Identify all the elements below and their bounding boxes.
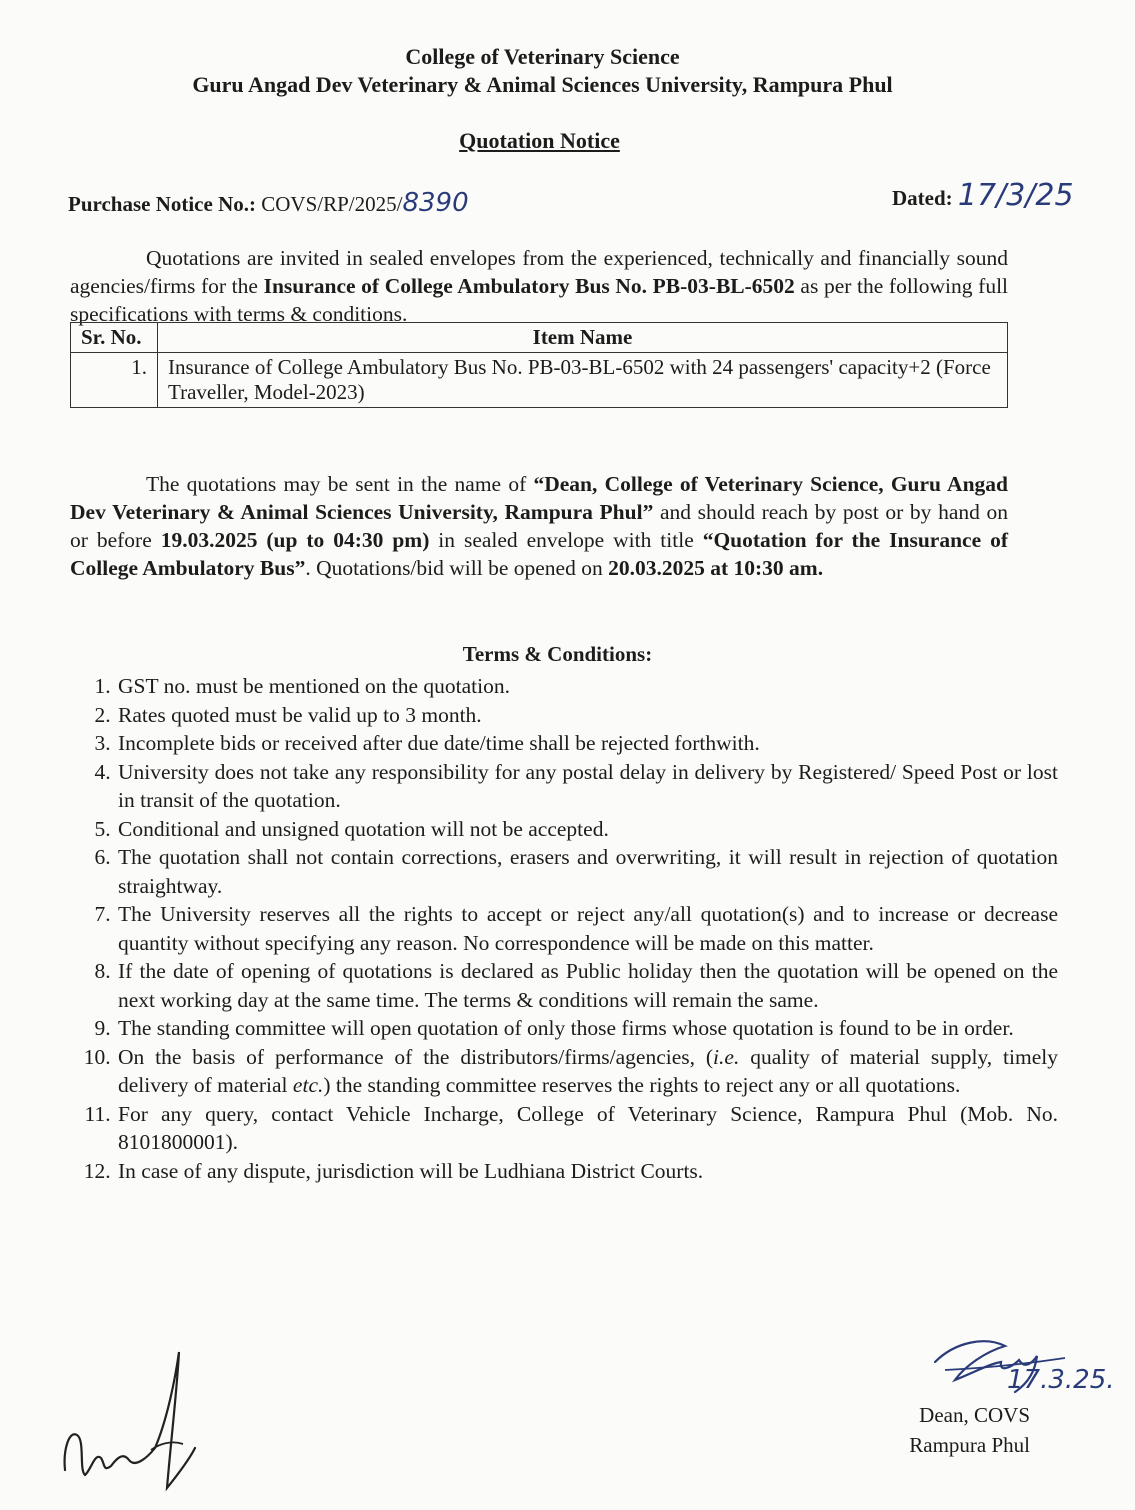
item-table — [70, 322, 1008, 408]
list-item: 12. In case of any dispute, jurisdiction will be Ludhiana District Courts. — [116, 1157, 1058, 1186]
left-signature — [55, 1340, 205, 1500]
submission-addressee: “Dean, College of Veterinary Science, Guru Angad Dev Veterinary & Animal Sciences University, Rampura Phul” — [70, 472, 1009, 524]
submission-text: The quotations may be sent in the name of — [146, 472, 534, 496]
term-10-text: On the basis of performance of the distributors/firms/agencies, ( — [118, 1044, 714, 1069]
intro-text: Quotations are invited in sealed envelopes from the experienced, technically and financially sound agencies/firms for the — [70, 246, 1008, 298]
list-item: 1. GST no. must be mentioned on the quotation. — [116, 672, 1058, 701]
submission-opening-date: 20.03.2025 at 10:30 am. — [608, 556, 824, 580]
university-name: Guru Angad Dev Veterinary & Animal Sciences University, Rampura Phul — [192, 72, 893, 97]
signatory-block — [885, 1400, 1030, 1460]
dated-label: Dated: — [892, 186, 953, 210]
submission-text: . Quotations/bid will be opened on — [305, 556, 609, 580]
terms-title: Terms & Conditions: — [462, 642, 653, 666]
term-10-italic: etc. — [292, 1073, 324, 1097]
purchase-notice-handwritten-number: 8390 — [402, 188, 469, 218]
list-item: 7. The University reserves all the rights to accept or reject any/all quotation(s) and to increase or decrease quantity without specifying any reason. No correspondence will be made on this matter. — [116, 900, 1058, 957]
purchase-notice-number — [68, 188, 469, 218]
right-signature — [915, 1322, 1125, 1402]
list-item: 5. Conditional and unsigned quotation will not be accepted. — [116, 815, 1058, 844]
intro-bold: Insurance of College Ambulatory Bus No. PB-03-BL-6502 — [263, 274, 795, 298]
term-10-text: ) the standing committee reserves the rights to reject any or all quotations. — [323, 1073, 961, 1097]
list-item: 3. Incomplete bids or received after due date/time shall be rejected forthwith. — [116, 729, 1058, 758]
table-header-sr: Sr. No. — [71, 323, 158, 353]
term-10-text: quality of material supply, timely delivery of material — [118, 1044, 1058, 1097]
list-item: 8. If the date of opening of quotations is declared as Public holiday then the quotation will be opened on the next working day at the same time. The terms & conditions will remain the same. — [116, 957, 1058, 1014]
dated — [892, 178, 1074, 213]
table-cell-item: Insurance of College Ambulatory Bus No. PB-03-BL-6502 with 24 passengers' capacity+2 (Force Traveller, Model-2023) — [158, 353, 1008, 408]
list-item: 6. The quotation shall not contain corrections, erasers and overwriting, it will result in rejection of quotation straightway. — [116, 843, 1058, 900]
signature-date: 17.3.25. — [1007, 1365, 1115, 1395]
submission-paragraph — [70, 470, 1008, 582]
list-item: 2. Rates quoted must be valid up to 3 month. — [116, 701, 1058, 730]
submission-text: and should reach by post or by hand on or before — [70, 500, 1008, 552]
list-item: 9. The standing committee will open quotation of only those firms whose quotation is found to be in order. — [116, 1014, 1058, 1043]
intro-paragraph — [70, 244, 1008, 328]
purchase-notice-prefix: COVS/RP/2025/ — [261, 192, 403, 216]
submission-envelope-title: “Quotation for the Insurance of College Ambulatory Bus” — [70, 528, 1008, 580]
table-row — [71, 353, 1008, 408]
page-title: Quotation Notice — [459, 128, 620, 153]
term-10-italic: i.e. — [713, 1044, 740, 1069]
list-item — [116, 1043, 1058, 1100]
college-name: College of Veterinary Science — [405, 44, 680, 69]
submission-deadline: 19.03.2025 (up to 04:30 pm) — [160, 528, 430, 552]
dated-handwritten: 17/3/25 — [957, 178, 1074, 213]
submission-text: in sealed envelope with title — [429, 528, 703, 552]
terms-list — [76, 672, 1058, 1185]
intro-text-end: as per the following full specifications with terms & conditions. — [70, 274, 1009, 326]
table-cell-sr: 1. — [71, 353, 158, 408]
table-header-row — [71, 323, 1008, 353]
purchase-notice-label: Purchase Notice No.: — [68, 192, 256, 216]
table-header-item: Item Name — [158, 323, 1008, 353]
signatory-location: Rampura Phul — [909, 1433, 1030, 1457]
list-item: 11. For any query, contact Vehicle Incharge, College of Veterinary Science, Rampura Phul (Mob. No. 8101800001). — [116, 1100, 1058, 1157]
signatory-title: Dean, COVS — [919, 1403, 1030, 1427]
list-item: 4. University does not take any responsibility for any postal delay in delivery by Registered/ Speed Post or lost in transit of the quotation. — [116, 758, 1058, 815]
